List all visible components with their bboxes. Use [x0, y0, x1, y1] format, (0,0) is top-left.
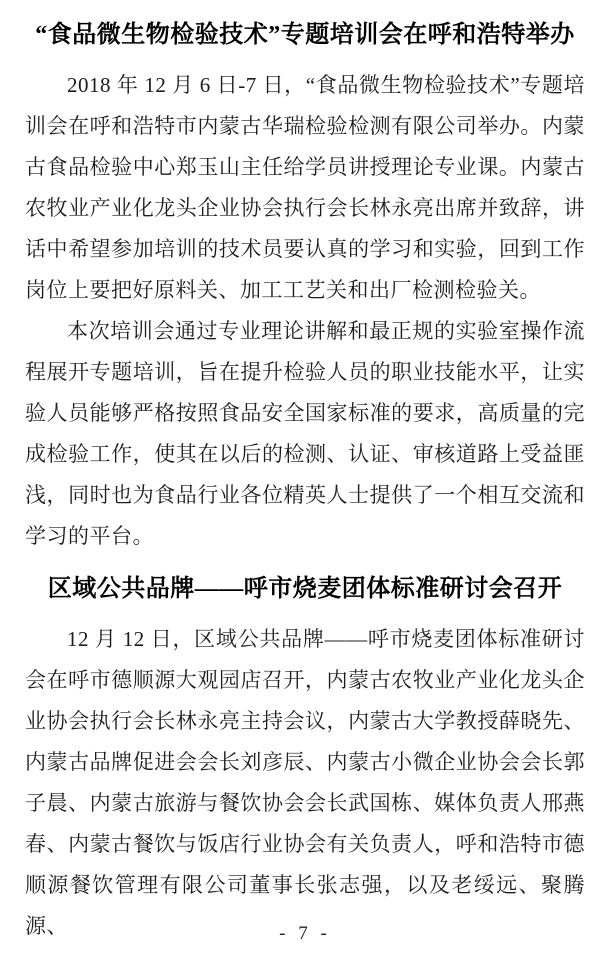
article-shaomai-standard-seminar: [25, 572, 585, 947]
article-paragraph: 2018 年 12 月 6 日-7 日，“食品微生物检验技术”专题培训会在呼和浩特市内蒙古华瑞检验检测有限公司举办。内蒙古食品检验中心郑玉山主任给学员讲授理论专业课。内蒙古农牧业产业化龙头企业协会执行会长林永亮出席并致辞，讲话中希望参加培训的技术员要认真的学习和实验，回到工作岗位上要把好原料关、加工工艺关和出厂检测检验关。: [25, 73, 585, 302]
article-heading: 区域公共品牌——呼市烧麦团体标准研讨会召开: [47, 576, 563, 602]
article-food-microbiology-training: [25, 18, 585, 557]
article-paragraph: 本次培训会通过专业理论讲解和最正规的实验室操作流程展开专题培训，旨在提升检验人员的职业技能水平，让实验人员能够严格按照食品安全国家标准的要求，高质量的完成检验工作，使其在以后的检测、认证、审核道路上受益匪浅，同时也为食品行业各位精英人士提供了一个相互交流和学习的平台。: [25, 319, 585, 548]
page-number: - 7 -: [279, 923, 331, 944]
article-heading: “食品微生物检验技术”专题培训会在呼和浩特举办: [35, 22, 575, 48]
article-paragraph: 12 月 12 日，区域公共品牌——呼市烧麦团体标准研讨会在呼市德顺源大观园店召开，内蒙古农牧业产业化龙头企业协会执行会长林永亮主持会议，内蒙古大学教授薛晓先、内蒙古品牌促进会会长刘彦辰、内蒙古小微企业协会会长郭子晨、内蒙古旅游与餐饮协会会长武国栋、媒体负责人邢燕春、内蒙古餐饮与饭店行业协会有关负责人，呼和浩特市德顺源餐饮管理有限公司董事长张志强，以及老绥远、聚腾源、: [25, 627, 585, 938]
